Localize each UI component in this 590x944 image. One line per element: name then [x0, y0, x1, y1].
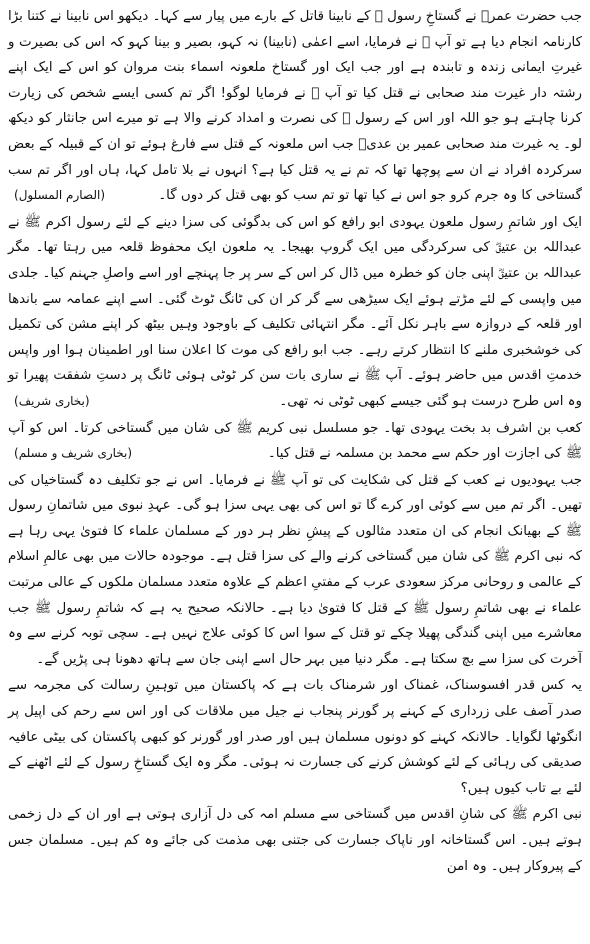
citation-1: ( الصارم المسلول )	[14, 183, 105, 209]
paragraph-3	[8, 416, 582, 467]
paragraph-2-text: ایک اور شاتمِ رسول ملعون یہودی ابو رافع کو اس کی بدگوئی کی سزا دینے کے لئے رسول اکرم ﷺ نے عبداللہ بن عتیقؓ کی سرکردگی میں ایک گروپ بھیجا۔ یہ ملعون ایک محفوظ قلعہ میں رہتا تھا۔ مگر عبداللہ بن عتیقؓ اپنی جان کو خطرہ میں ڈال کر اس کے سر پر جا پہنچے اور اسے واصلِ جہنم کیا۔ جلدی میں واپسی کے لئے مڑتے ہوئے ایک سیڑھی سے گر کر ان کی ٹانگ ٹوٹ گئی۔ اسے اپنے عمامہ سے باندھا اور قلعہ کے دروازہ سے باہر نکل آئے۔ مگر انتہائی تکلیف کے باوجود وہیں بیٹھ کر اپنے مشن کی تکمیل کی خوشخبری ملنے کا انتظار کرتے رہے۔ جب ابو رافع کی موت کا اعلان سنا اور اطمینان ہوا اور واپس خدمتِ اقدس میں حاضر ہوئے۔ آپ ﷺ نے ساری بات سن کر ٹوٹی ہوئی ٹانگ پر دستِ شفقت پھیرا تو وہ اس طرح درست ہو گئی جیسے کبھی ٹوٹی نہ تھی۔	[8, 214, 582, 409]
paragraph-4	[8, 468, 582, 673]
paragraph-4-text: جب یہودیوں نے کعب کے قتل کی شکایت کی تو آپ ﷺ نے فرمایا۔ اس نے جو تکلیف دہ گستاخیاں کی تھیں۔ اگر تم میں سے کوئی اور کرے گا تو اس کی بھی یہی سزا ہو گی۔ عہدِ نبوی میں شاتمانِ رسول ﷺ کے بھیانک انجام کی ان متعدد مثالوں کے پیشِ نظر ہر دور کے مسلمان علماء کا فتویٰ یہی رہا ہے کہ نبی اکرم ﷺ کی شان میں گستاخی کرنے والے کی سزا قتل ہے۔ موجودہ حالات میں بھی عالمِ اسلام کے عالمی و روحانی مرکز سعودی عرب کے مفتیِ اعظم کے علاوہ متعدد مسلمان ملکوں کے عالی مرتبت علماء نے بھی شاتمِ رسول ﷺ کے قتل کا فتویٰ دیا ہے۔ حالانکہ صحیح یہ ہے کہ شاتمِ رسول ﷺ جب معاشرے میں اپنی گندگی پھیلا چکے تو قتل کے سوا اس کا کوئی علاج نہیں ہے۔ سچی توبہ کرنے سے وہ آخرت کی سزا سے بچ سکتا ہے۔ مگر دنیا میں بہر حال اسے اپنی جان سے ہاتھ دھونا ہی پڑیں گے۔	[8, 472, 582, 667]
paragraph-5	[8, 673, 582, 801]
paragraph-6-text: نبی اکرم ﷺ کی شانِ اقدس میں گستاخی سے مسلم امہ کی دل آزاری ہوتی ہے اور ان کے دل زخمی ہوتے ہیں۔ اس گستاخانہ اور ناپاک جسارت کی جتنی بھی مذمت کی جائے وہ کم ہیں۔ مسلمان جس کے پیروکار ہیں۔ وہ امن	[8, 807, 582, 874]
paragraph-6	[8, 802, 582, 879]
paragraph-1-text: جب حضرت عمرؓ نے گستاخِ رسول ﷺ کے نابینا قاتل کے بارے میں پیار سے کہا۔ دیکھو اس نابینا نے کتنا بڑا کارنامہ انجام دیا ہے تو آپ ﷺ نے فرمایا، اسے اعمٰی (نابینا) نہ کہو، بصیر و بینا کہو کہ اس کی بصیرت و غیرتِ ایمانی زندہ و تابندہ ہے اور جب ایک اور گستاخ ملعونہ اسماء بنت مروان کو اس کے ایک اپنے رشتہ دار غیرت مند صحابی نے قتل کیا تو آپ ﷺ نے فرمایا لوگو! اگر تم کسی ایسے شخص کی زیارت کرنا چاہتے ہو جو اللہ اور اس کے رسول ﷺ کی نصرت و امداد کرنے والا ہے تو میرے اس جانثار کو دیکھ لو۔ یہ غیرت مند صحابی عمیر بن عدیؓ جب اس ملعونہ کے قتل سے فارغ ہوئے تو ان کے قبیلہ کے بعض سرکردہ افراد نے ان سے پوچھا تھا کہ تم نے یہ قتل کیا ہے؟ انہوں نے بلا تامل کہا، ہاں اور اگر تم سب گستاخی کا وہ جرم کرو جو اس نے کیا تھا تو تم سب کو بھی قتل کر دوں گا۔	[8, 9, 582, 204]
citation-2: ( بخاری شریف )	[14, 389, 90, 415]
paragraph-1	[8, 4, 582, 209]
paragraph-5-text: یہ کس قدر افسوسناک، غمناک اور شرمناک بات ہے کہ پاکستان میں توہینِ رسالت کی مجرمہ سے صدر آصف علی زرداری کے کہنے پر گورنر پنجاب نے جیل میں ملاقات کی اور اس سے رحم کی اپیل پر انگوٹھا لگوایا۔ حالانکہ کہنے کو دونوں مسلمان ہیں اور صدر اور گورنر کو کبھی پاکستان کی بیٹی عافیہ صدیقی کی رہائی کے لئے کوشش کرنے کی جسارت نہ ہوئی۔ مگر وہ ایک گستاخِ رسول کے لئے اٹھنے کے لئے بے تاب کیوں ہیں؟	[8, 678, 582, 796]
paragraph-2	[8, 210, 582, 415]
paragraph-3-text: کعب بن اشرف بد بخت یہودی تھا۔ جو مسلسل نبی کریم ﷺ کی شان میں گستاخی کرتا۔ اس کو آپ ﷺ کی اجازت اور حکم سے محمد بن مسلمہ نے قتل کیا۔	[8, 420, 582, 462]
citation-3: ( بخاری شریف و مسلم )	[14, 441, 132, 467]
